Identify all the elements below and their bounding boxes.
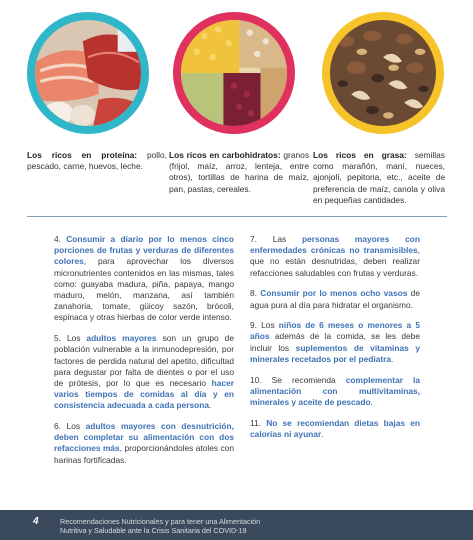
recommendation-highlight: adultos mayores con desnutrición, deben completar su alimentación con dos refacciones más <box>54 421 234 454</box>
recommendation-highlight: Consumir a diario por lo menos cinco porciones de frutas y verduras de diferentes colores <box>54 234 235 267</box>
fat-group-text <box>313 150 445 206</box>
recommendation-highlight: personas mayores con enfermedades crónicas no transmisibles <box>250 234 420 256</box>
protein-group-text <box>27 150 167 172</box>
group-body: granos (frijol, maíz, arroz, lenteja, entre otros), tortillas de harina de maíz, pan, pastas, cereales. <box>169 150 310 194</box>
carbohydrate-foods-image <box>173 12 295 134</box>
fat-foods-image <box>322 12 444 134</box>
recommendation-7: 7. Las personas mayores con enfermedades crónicas no transmisibles, que no están desnutridas, deben realizar refacciones saludables con frutas y verduras. <box>250 234 420 278</box>
group-body: semillas como marañón, maní, nueces, ajonjolí, pepitoria, etc., aceite de preferencia de maíz, canola y oliva en pequeñas cantidades. <box>313 150 445 205</box>
footer-line-1: Recomendaciones Nutricionales y para tener una Alimentación <box>60 517 261 526</box>
page-number: 4 <box>33 516 39 527</box>
recommendation-9: 9. Los niños de 6 meses o menores a 5 años además de la comida, se les debe incluir los suplementos de vitaminas y minerales recetados por el pediatra. <box>250 320 420 364</box>
recommendation-highlight: Consumir por lo menos ocho vasos <box>260 288 408 299</box>
section-divider <box>27 216 447 217</box>
recommendation-5: 5. Los adultos mayores son un grupo de población vulnerable a la inmunodepresión, por factores de perdida natural del apetito, dificultad para degustar por falta de dientes o por el uso de prótesis, por lo que es necesario hacer varios tiempos de comidas al día y en consistencia adecuada a cada persona. <box>54 333 234 411</box>
recommendation-8: 8. Consumir por lo menos ocho vasos de agua pura al día para hidratar el organismo. <box>250 288 420 310</box>
group-title: Los ricos en carbohidratos: <box>169 150 281 160</box>
recommendation-10: 10. Se recomienda complementar la alimentación con multivitaminas, minerales y aceite de pescado. <box>250 374 420 407</box>
carbohydrate-group-text <box>169 150 309 195</box>
recommendation-highlight: No se recomiendan dietas bajas en calorías ni ayunar <box>250 417 420 439</box>
footer-line-2: Nutritiva y Saludable ante la Crisis Sanitaria del COVID-19 <box>60 526 247 535</box>
recommendation-highlight: adultos mayores <box>86 333 157 344</box>
page-footer <box>0 510 473 540</box>
recommendation-highlight: hacer varios tiempos de comidas al día y en consistencia adecuada a cada persona <box>54 377 234 411</box>
recommendation-highlight: niños de 6 meses o menores a 5 años <box>250 320 420 342</box>
recommendations-left-column <box>54 234 234 475</box>
recommendations-right-column <box>250 234 420 450</box>
group-body: pollo, pescado, carne, huevos, leche. <box>27 150 167 172</box>
recommendation-6: 6. Los adultos mayores con desnutrición, deben completar su alimentación con dos refacciones más, proporcionándoles atoles con harinas fortificadas. <box>54 421 234 465</box>
recommendation-highlight: complementar la alimentación con multivitaminas, minerales y aceite de pescado <box>250 374 420 407</box>
group-title: Los ricos en grasa: <box>313 150 407 160</box>
footer-title <box>60 517 260 535</box>
recommendation-4: 4. Consumir a diario por lo menos cinco porciones de frutas y verduras de diferentes colores, para aprovechar los diversos micronutrientes contenidos en las mismas, tales como: guayaba madura, piña, papaya, mango maduro, melón, manzana, así también zanahoria, tomate, güicoy sazón, brócoli, espinaca y otras hierbas de color verde intenso. <box>54 234 235 323</box>
protein-foods-image <box>27 12 149 134</box>
recommendation-11: 11. No se recomiendan dietas bajas en calorías ni ayunar. <box>250 417 420 439</box>
recommendation-highlight: suplementos de vitaminas y minerales recetados por el pediatra <box>250 342 420 364</box>
group-title: Los ricos en proteína: <box>27 150 138 160</box>
